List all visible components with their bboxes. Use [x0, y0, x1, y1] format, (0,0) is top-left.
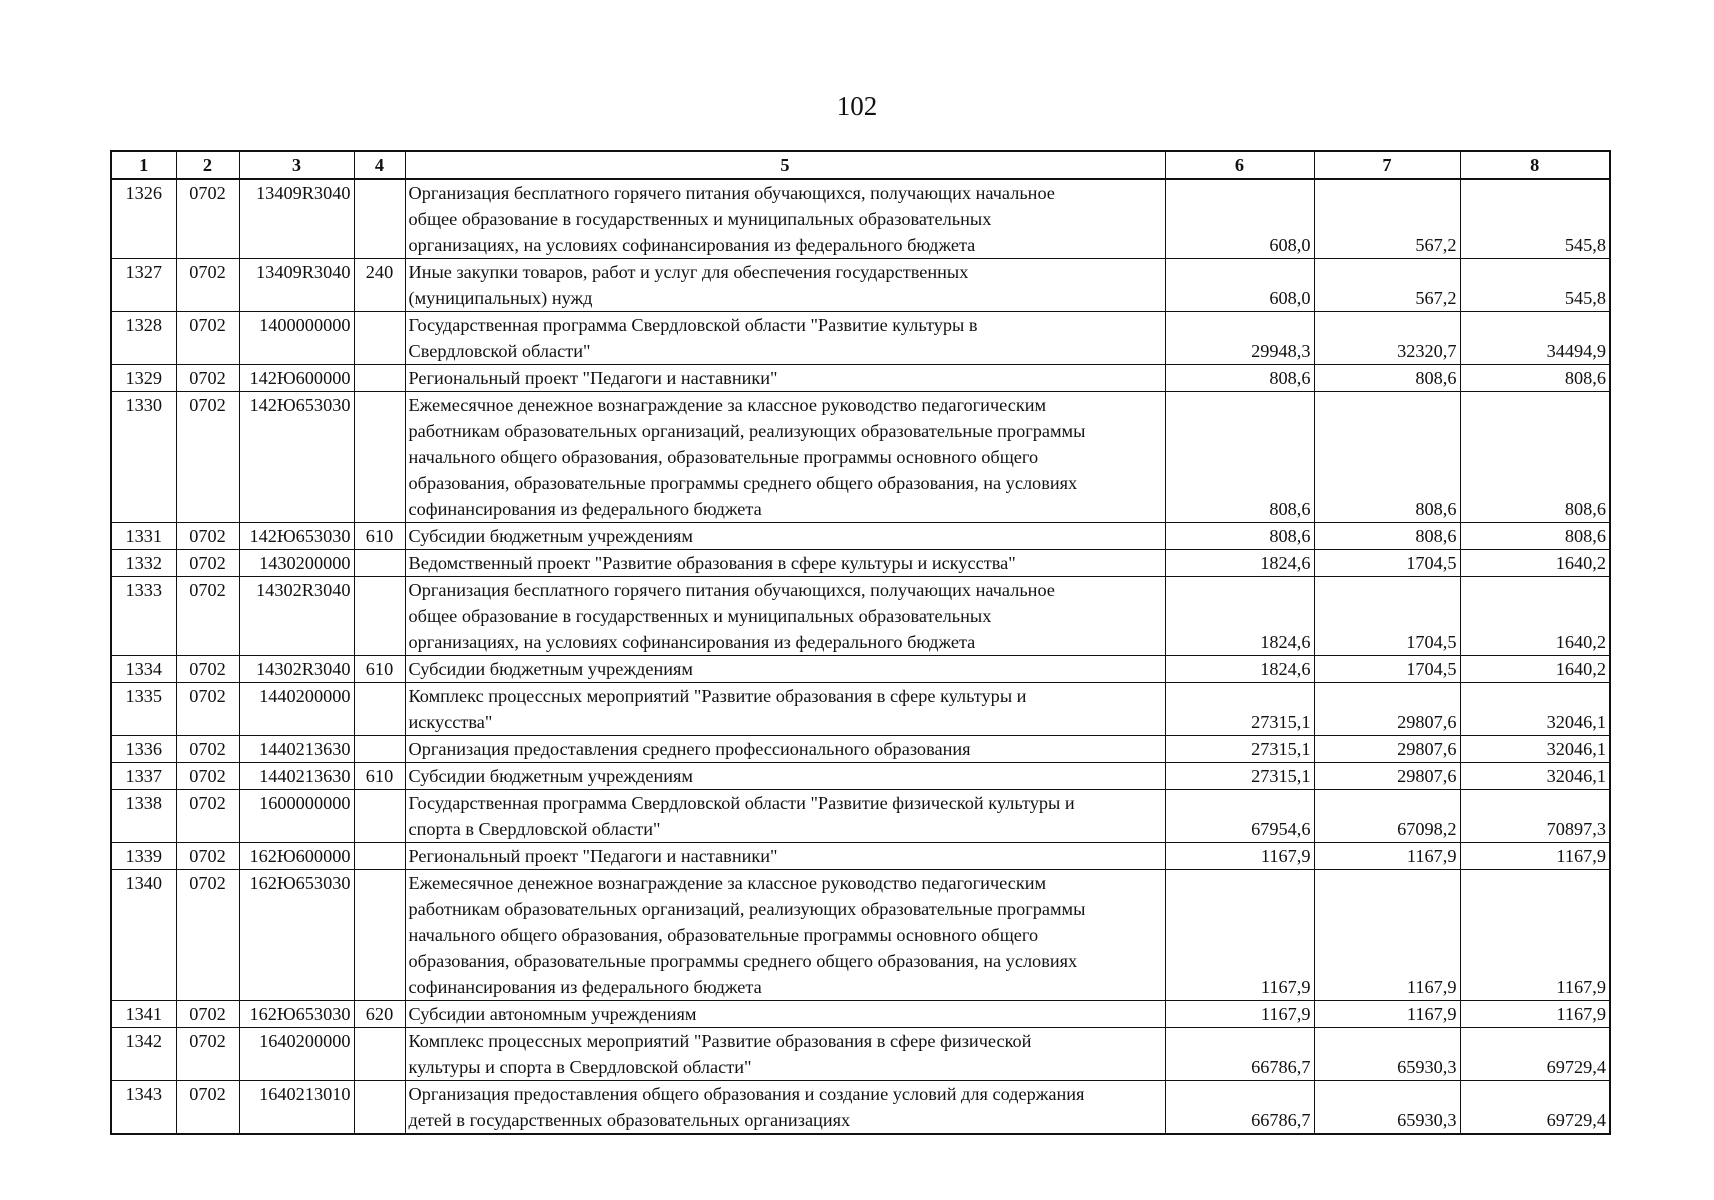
section-code: 0702	[176, 365, 239, 392]
value-col-8: 808,6	[1460, 523, 1610, 550]
value-col-7: 32320,7	[1314, 312, 1460, 365]
section-code: 0702	[176, 523, 239, 550]
table-row	[111, 1081, 1610, 1135]
value-col-6: 66786,7	[1165, 1028, 1314, 1081]
description: Ежемесячное денежное вознаграждение за классное руководство педагогическим работникам образовательных организаций, реализующих образовательные программы начального общего образования, образовательные программы основного общего образования, образовательные программы среднего общего образования, на условиях софинансирования из федерального бюджета	[405, 870, 1165, 1001]
target-code: 1430200000	[239, 550, 354, 577]
value-col-8: 32046,1	[1460, 683, 1610, 736]
row-number: 1342	[111, 1028, 176, 1081]
target-code: 14302R3040	[239, 577, 354, 656]
table-row	[111, 577, 1610, 656]
value-col-8: 69729,4	[1460, 1028, 1610, 1081]
value-col-6: 67954,6	[1165, 790, 1314, 843]
expense-type	[354, 736, 405, 763]
table-row	[111, 870, 1610, 1001]
value-col-7: 1167,9	[1314, 1001, 1460, 1028]
header-col-3: 3	[239, 151, 354, 179]
target-code: 1440213630	[239, 763, 354, 790]
header-col-1: 1	[111, 151, 176, 179]
value-col-7: 567,2	[1314, 259, 1460, 312]
value-col-8: 808,6	[1460, 392, 1610, 523]
value-col-6: 608,0	[1165, 179, 1314, 259]
target-code: 14302R3040	[239, 656, 354, 683]
value-col-6: 27315,1	[1165, 683, 1314, 736]
table-row	[111, 312, 1610, 365]
row-number: 1331	[111, 523, 176, 550]
expense-type	[354, 1081, 405, 1135]
expense-type	[354, 790, 405, 843]
description: Региональный проект "Педагоги и наставники"	[405, 365, 1165, 392]
description: Субсидии бюджетным учреждениям	[405, 523, 1165, 550]
value-col-7: 1704,5	[1314, 577, 1460, 656]
row-number: 1327	[111, 259, 176, 312]
target-code: 1440200000	[239, 683, 354, 736]
value-col-6: 29948,3	[1165, 312, 1314, 365]
target-code: 1440213630	[239, 736, 354, 763]
header-col-7: 7	[1314, 151, 1460, 179]
description: Региональный проект "Педагоги и наставники"	[405, 843, 1165, 870]
value-col-6: 808,6	[1165, 523, 1314, 550]
section-code: 0702	[176, 1001, 239, 1028]
section-code: 0702	[176, 1028, 239, 1081]
expense-type: 240	[354, 259, 405, 312]
value-col-8: 808,6	[1460, 365, 1610, 392]
table-row	[111, 790, 1610, 843]
section-code: 0702	[176, 550, 239, 577]
row-number: 1340	[111, 870, 176, 1001]
value-col-6: 1167,9	[1165, 843, 1314, 870]
value-col-6: 1824,6	[1165, 577, 1314, 656]
row-number: 1334	[111, 656, 176, 683]
table-row	[111, 259, 1610, 312]
header-col-5: 5	[405, 151, 1165, 179]
section-code: 0702	[176, 577, 239, 656]
value-col-6: 808,6	[1165, 392, 1314, 523]
section-code: 0702	[176, 179, 239, 259]
value-col-8: 1640,2	[1460, 656, 1610, 683]
budget-table	[110, 150, 1611, 1135]
description: Иные закупки товаров, работ и услуг для обеспечения государственных (муниципальных) нужд	[405, 259, 1165, 312]
value-col-7: 29807,6	[1314, 736, 1460, 763]
expense-type	[354, 312, 405, 365]
description: Организация бесплатного горячего питания обучающихся, получающих начальное общее образование в государственных и муниципальных образовательных организациях, на условиях софинансирования из федерального бюджета	[405, 179, 1165, 259]
header-col-2: 2	[176, 151, 239, 179]
row-number: 1335	[111, 683, 176, 736]
expense-type: 610	[354, 523, 405, 550]
target-code: 142Ю653030	[239, 523, 354, 550]
value-col-7: 808,6	[1314, 392, 1460, 523]
value-col-7: 67098,2	[1314, 790, 1460, 843]
value-col-7: 567,2	[1314, 179, 1460, 259]
value-col-8: 545,8	[1460, 259, 1610, 312]
value-col-8: 69729,4	[1460, 1081, 1610, 1135]
section-code: 0702	[176, 1081, 239, 1135]
row-number: 1333	[111, 577, 176, 656]
section-code: 0702	[176, 312, 239, 365]
row-number: 1341	[111, 1001, 176, 1028]
row-number: 1330	[111, 392, 176, 523]
table-row	[111, 736, 1610, 763]
value-col-6: 66786,7	[1165, 1081, 1314, 1135]
value-col-8: 1640,2	[1460, 550, 1610, 577]
expense-type: 610	[354, 763, 405, 790]
value-col-7: 808,6	[1314, 365, 1460, 392]
expense-type	[354, 179, 405, 259]
description: Государственная программа Свердловской области "Развитие культуры в Свердловской области"	[405, 312, 1165, 365]
row-number: 1338	[111, 790, 176, 843]
value-col-7: 65930,3	[1314, 1028, 1460, 1081]
expense-type	[354, 577, 405, 656]
section-code: 0702	[176, 392, 239, 523]
value-col-8: 1167,9	[1460, 870, 1610, 1001]
section-code: 0702	[176, 736, 239, 763]
value-col-8: 1640,2	[1460, 577, 1610, 656]
table-row	[111, 1028, 1610, 1081]
target-code: 142Ю653030	[239, 392, 354, 523]
section-code: 0702	[176, 790, 239, 843]
target-code: 1640213010	[239, 1081, 354, 1135]
target-code: 1400000000	[239, 312, 354, 365]
table-row	[111, 365, 1610, 392]
table-row	[111, 392, 1610, 523]
section-code: 0702	[176, 843, 239, 870]
table-row	[111, 683, 1610, 736]
section-code: 0702	[176, 656, 239, 683]
target-code: 1640200000	[239, 1028, 354, 1081]
value-col-8: 34494,9	[1460, 312, 1610, 365]
value-col-6: 1167,9	[1165, 1001, 1314, 1028]
expense-type	[354, 843, 405, 870]
value-col-8: 32046,1	[1460, 763, 1610, 790]
table-row	[111, 656, 1610, 683]
section-code: 0702	[176, 763, 239, 790]
description: Комплекс процессных мероприятий "Развитие образования в сфере физической культуры и спорта в Свердловской области"	[405, 1028, 1165, 1081]
description: Организация предоставления среднего профессионального образования	[405, 736, 1165, 763]
section-code: 0702	[176, 683, 239, 736]
description: Ведомственный проект "Развитие образования в сфере культуры и искусства"	[405, 550, 1165, 577]
description: Государственная программа Свердловской области "Развитие физической культуры и спорта в Свердловской области"	[405, 790, 1165, 843]
expense-type	[354, 683, 405, 736]
value-col-8: 1167,9	[1460, 843, 1610, 870]
header-col-6: 6	[1165, 151, 1314, 179]
row-number: 1343	[111, 1081, 176, 1135]
target-code: 162Ю653030	[239, 870, 354, 1001]
expense-type: 610	[354, 656, 405, 683]
table-row	[111, 843, 1610, 870]
row-number: 1329	[111, 365, 176, 392]
value-col-6: 27315,1	[1165, 736, 1314, 763]
value-col-8: 545,8	[1460, 179, 1610, 259]
value-col-7: 808,6	[1314, 523, 1460, 550]
row-number: 1328	[111, 312, 176, 365]
expense-type	[354, 1028, 405, 1081]
value-col-6: 27315,1	[1165, 763, 1314, 790]
value-col-7: 65930,3	[1314, 1081, 1460, 1135]
row-number: 1326	[111, 179, 176, 259]
expense-type: 620	[354, 1001, 405, 1028]
description: Комплекс процессных мероприятий "Развитие образования в сфере культуры и искусства"	[405, 683, 1165, 736]
value-col-7: 29807,6	[1314, 763, 1460, 790]
target-code: 1600000000	[239, 790, 354, 843]
page-number: 102	[836, 91, 878, 121]
value-col-6: 608,0	[1165, 259, 1314, 312]
description: Ежемесячное денежное вознаграждение за классное руководство педагогическим работникам образовательных организаций, реализующих образовательные программы начального общего образования, образовательные программы основного общего образования, образовательные программы среднего общего образования, на условиях софинансирования из федерального бюджета	[405, 392, 1165, 523]
value-col-6: 1824,6	[1165, 656, 1314, 683]
target-code: 13409R3040	[239, 179, 354, 259]
expense-type	[354, 365, 405, 392]
table-header-row	[111, 151, 1610, 179]
table-row	[111, 523, 1610, 550]
table-body	[111, 179, 1610, 1134]
value-col-7: 1167,9	[1314, 843, 1460, 870]
target-code: 162Ю600000	[239, 843, 354, 870]
value-col-8: 32046,1	[1460, 736, 1610, 763]
value-col-7: 1704,5	[1314, 550, 1460, 577]
description: Организация предоставления общего образования и создание условий для содержания детей в государственных образовательных организациях	[405, 1081, 1165, 1135]
table-row	[111, 550, 1610, 577]
expense-type	[354, 550, 405, 577]
value-col-6: 808,6	[1165, 365, 1314, 392]
section-code: 0702	[176, 870, 239, 1001]
value-col-8: 1167,9	[1460, 1001, 1610, 1028]
value-col-6: 1167,9	[1165, 870, 1314, 1001]
expense-type	[354, 392, 405, 523]
section-code: 0702	[176, 259, 239, 312]
target-code: 142Ю600000	[239, 365, 354, 392]
description: Субсидии автономным учреждениям	[405, 1001, 1165, 1028]
row-number: 1337	[111, 763, 176, 790]
expense-type	[354, 870, 405, 1001]
description: Организация бесплатного горячего питания обучающихся, получающих начальное общее образование в государственных и муниципальных образовательных организациях, на условиях софинансирования из федерального бюджета	[405, 577, 1165, 656]
value-col-7: 1704,5	[1314, 656, 1460, 683]
target-code: 162Ю653030	[239, 1001, 354, 1028]
value-col-7: 1167,9	[1314, 870, 1460, 1001]
table-row	[111, 179, 1610, 259]
description: Субсидии бюджетным учреждениям	[405, 763, 1165, 790]
header-col-4: 4	[354, 151, 405, 179]
description: Субсидии бюджетным учреждениям	[405, 656, 1165, 683]
value-col-8: 70897,3	[1460, 790, 1610, 843]
table-row	[111, 763, 1610, 790]
value-col-7: 29807,6	[1314, 683, 1460, 736]
target-code: 13409R3040	[239, 259, 354, 312]
value-col-6: 1824,6	[1165, 550, 1314, 577]
row-number: 1332	[111, 550, 176, 577]
row-number: 1336	[111, 736, 176, 763]
row-number: 1339	[111, 843, 176, 870]
table-row	[111, 1001, 1610, 1028]
header-col-8: 8	[1460, 151, 1610, 179]
